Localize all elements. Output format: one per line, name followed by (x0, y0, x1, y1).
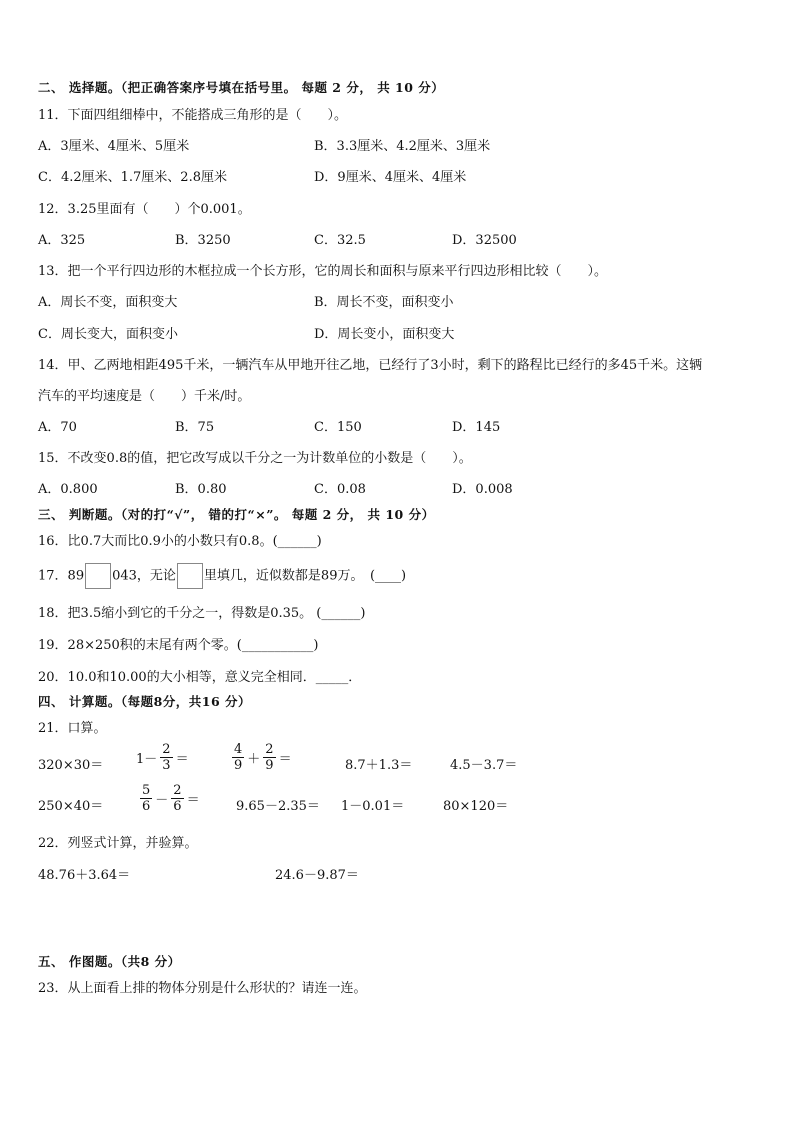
q21-r2-b-equals: ＝ (186, 793, 200, 808)
question-23: 23．从上面看上排的物体分别是什么形状的？请连一连。 (38, 981, 367, 996)
question-12: 12．3.25里面有（ ）个0.001。 (38, 202, 251, 217)
q17-part-3: 里填几，近似数都是89万。 (____) (203, 568, 407, 584)
q11-option-a: A．3厘米、4厘米、5厘米 (38, 139, 190, 154)
question-14-line-1: 14．甲、乙两地相距495千米，一辆汽车从甲地开往乙地，已经行了3小时，剩下的路程比已经行的多45千米。这辆 (38, 358, 703, 373)
q11-option-b: B．3.3厘米、4.2厘米、3厘米 (314, 139, 491, 154)
q21-r1-b-numerator: 2 (162, 742, 171, 757)
q21-r2-b-numerator-1: 5 (142, 783, 151, 798)
q21-r1-c-equals: ＝ (278, 752, 292, 767)
q21-r2-b-fraction-1 (140, 784, 152, 813)
q21-r1-expr-d: 8.7＋1.3＝ (345, 758, 413, 773)
question-21-title: 21．口算。 (38, 721, 107, 736)
q21-r1-expr-e: 4.5－3.7＝ (450, 758, 518, 773)
section-5-heading: 五、 作图题。（共8 分） (38, 954, 181, 969)
q15-option-a: A．0.800 (38, 482, 98, 497)
q14-option-b: B．75 (175, 420, 215, 435)
q12-option-b: B．3250 (175, 233, 231, 248)
q21-r2-expr-a: 250×40＝ (38, 799, 104, 814)
q21-r1-expr-a: 320×30＝ (38, 758, 104, 773)
q21-r1-c-denominator-2: 9 (265, 758, 274, 773)
q11-option-c: C．4.2厘米、1.7厘米、2.8厘米 (38, 170, 227, 185)
q21-r1-c-fraction-2 (263, 743, 275, 772)
q17-part-1: 17．89 (38, 568, 85, 584)
q21-r1-expr-c (229, 743, 292, 772)
q21-r1-c-numerator-1: 4 (234, 742, 243, 757)
q21-r1-b-denominator: 3 (162, 758, 171, 773)
section-4-heading: 四、 计算题。（每题8分，共16 分） (38, 694, 252, 709)
q12-option-d: D．32500 (452, 233, 517, 248)
q17-blank-box-1 (85, 563, 111, 589)
q21-r2-expr-e: 80×120＝ (443, 799, 509, 814)
q21-r2-b-denominator-1: 6 (142, 799, 151, 814)
q13-option-c: C．周长变大，面积变小 (38, 327, 178, 342)
q21-r1-c-denominator-1: 9 (234, 758, 243, 773)
q14-option-c: C．150 (314, 420, 362, 435)
q21-r1-c-numerator-2: 2 (265, 742, 274, 757)
q21-r1-c-fraction-1 (232, 743, 244, 772)
q14-option-d: D．145 (452, 420, 501, 435)
question-20: 20．10.0和10.00的大小相等，意义完全相同．_____． (38, 670, 362, 685)
question-14-line-2: 汽车的平均速度是（ ）千米/时。 (38, 389, 251, 404)
q21-r1-c-operator: ＋ (247, 752, 261, 767)
q21-r1-b-fraction (160, 743, 172, 772)
q12-option-c: C．32.5 (314, 233, 366, 248)
q13-option-d: D．周长变小，面积变大 (314, 327, 455, 342)
question-17 (38, 563, 406, 589)
question-15: 15．不改变0.8的值，把它改写成以千分之一为计数单位的小数是（ ）。 (38, 451, 472, 466)
q15-option-c: C．0.08 (314, 482, 366, 497)
question-11: 11．下面四组细棒中，不能搭成三角形的是（ ）。 (38, 108, 348, 123)
question-13: 13．把一个平行四边形的木框拉成一个长方形，它的周长和面积与原来平行四边形相比较（ ）。 (38, 264, 608, 279)
q12-option-a: A．325 (38, 233, 86, 248)
q13-option-a: A．周长不变，面积变大 (38, 295, 178, 310)
q21-r2-expr-d: 1－0.01＝ (341, 799, 405, 814)
q14-option-a: A．70 (38, 420, 77, 435)
q13-option-b: B．周长不变，面积变小 (314, 295, 454, 310)
q21-r2-b-fraction-2 (171, 784, 183, 813)
question-16: 16．比0.7大而比0.9小的小数只有0.8。(______) (38, 534, 322, 549)
q21-r2-b-numerator-2: 2 (173, 783, 182, 798)
section-3-heading: 三、 判断题。（对的打“√”， 错的打“×”。 每题 2 分， 共 10 分） (38, 507, 435, 522)
section-2-heading: 二、 选择题。（把正确答案序号填在括号里。 每题 2 分， 共 10 分） (38, 80, 445, 95)
q11-option-d: D．9厘米、4厘米、4厘米 (314, 170, 467, 185)
q15-option-b: B．0.80 (175, 482, 227, 497)
q17-part-2: 043，无论 (112, 568, 176, 584)
q21-r2-b-denominator-2: 6 (173, 799, 182, 814)
q21-r1-b-prefix: 1－ (136, 752, 158, 767)
q15-option-d: D．0.008 (452, 482, 513, 497)
q21-r1-expr-b (136, 743, 189, 772)
q22-expr-b: 24.6－9.87＝ (275, 868, 359, 883)
q22-expr-a: 48.76＋3.64＝ (38, 868, 131, 883)
q17-blank-box-2 (177, 563, 203, 589)
q21-r1-b-equals: ＝ (175, 752, 189, 767)
q21-r2-b-operator: － (155, 793, 169, 808)
q21-r2-expr-b (137, 784, 200, 813)
question-19: 19．28×250积的末尾有两个零。(___________) (38, 638, 319, 653)
question-22-title: 22．列竖式计算，并验算。 (38, 836, 198, 851)
question-18: 18．把3.5缩小到它的千分之一，得数是0.35。 (______) (38, 606, 366, 621)
q21-r2-expr-c: 9.65－2.35＝ (236, 799, 320, 814)
